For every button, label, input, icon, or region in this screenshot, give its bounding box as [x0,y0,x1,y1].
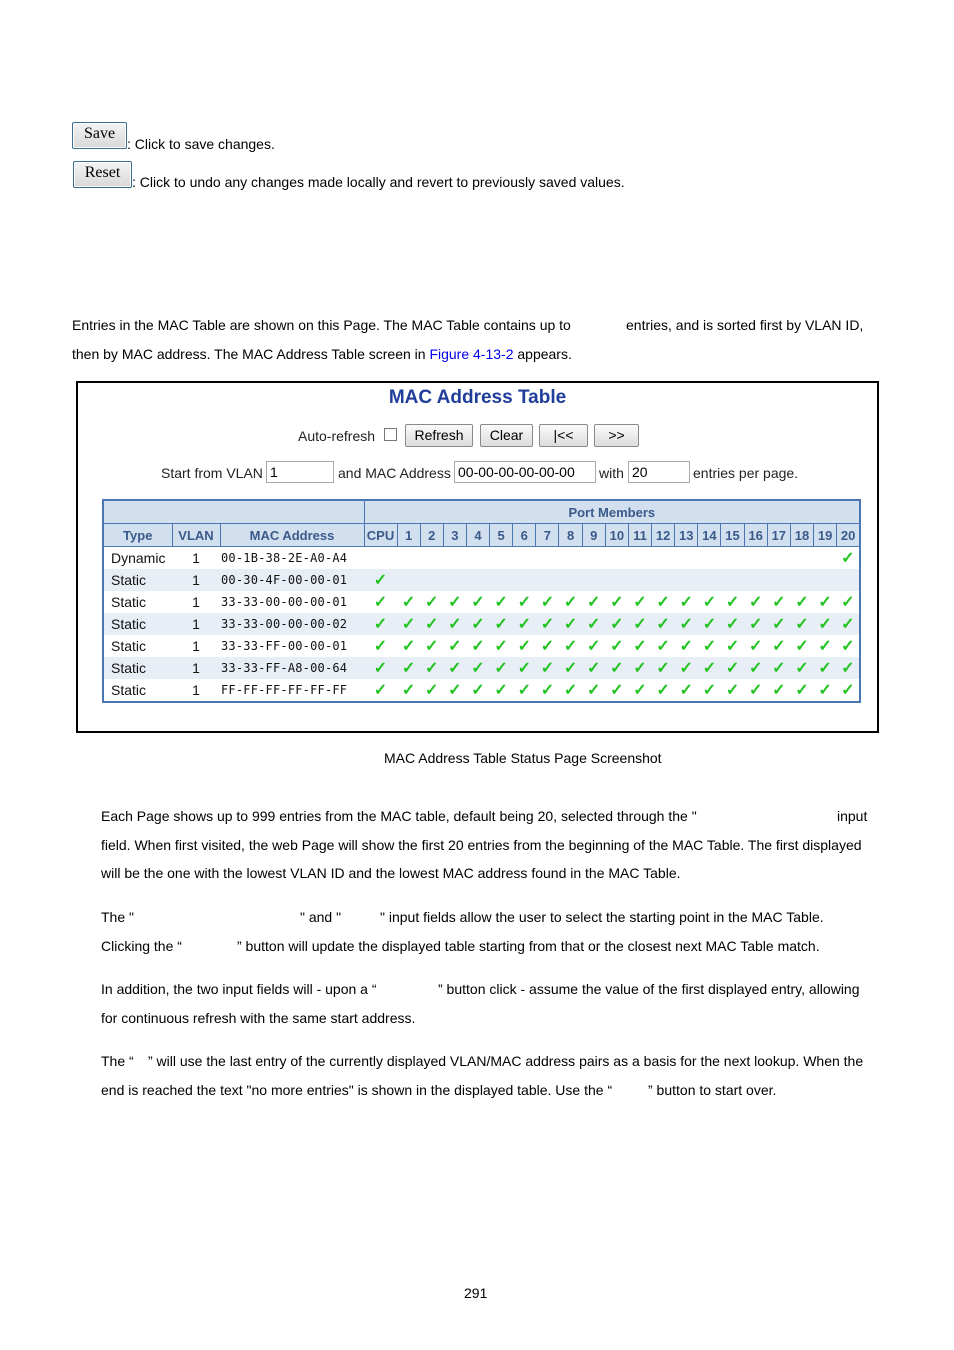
reset-button-image: Reset [73,161,132,188]
check-icon: ✓ [494,594,508,611]
cell-type: Static [103,569,172,591]
table-row [103,657,860,679]
cell-mac-address: 33-33-FF-00-00-01 [221,639,348,653]
col-vlan: VLAN [172,524,220,547]
cell-port-member [536,547,559,570]
col-port-19: 19 [814,524,837,547]
cell-mac-address: 33-33-FF-A8-00-64 [220,657,364,679]
check-icon: ✓ [494,682,508,699]
check-icon: ✓ [494,638,508,655]
cell-type: Static [103,657,172,679]
cell-port-member [721,547,744,570]
cell-port-member [513,547,536,570]
mac-table-screenshot [76,381,879,733]
col-mac-address: MAC Address [220,524,364,547]
cell-port-member [744,569,767,591]
check-icon: ✓ [466,657,489,679]
col-port-7: 7 [536,524,559,547]
check-icon: ✓ [540,594,555,611]
col-port-10: 10 [605,524,628,547]
check-icon: ✓ [471,594,485,611]
check-icon: ✓ [397,657,420,679]
intro-text-2b: appears. [513,346,572,362]
p1-line3: will be the one with the lowest VLAN ID and the lowest MAC address found in the MAC Table. [101,865,681,881]
p1-line2: field. When first visited, the web Page will show the first 20 entries from the beginning of the MAC Table. The first displayed [101,836,862,853]
cell-type: Static [103,613,172,635]
start-vlan-label: Start from VLAN [161,465,263,481]
check-icon: ✓ [517,638,531,655]
col-port-8: 8 [559,524,582,547]
check-icon: ✓ [679,682,693,699]
figure-caption: MAC Address Table Status Page Screenshot [384,750,662,766]
check-icon: ✓ [656,638,670,655]
save-button-image: Save [72,122,127,149]
auto-refresh-checkbox[interactable] [384,428,397,441]
cell-port-member [443,569,466,591]
intro-text-2 [72,345,572,363]
intro-text-2a: then by MAC address. The MAC Address Table screen in [72,346,430,362]
check-icon: ✓ [818,682,832,699]
check-icon: ✓ [841,550,855,567]
cell-port-member [397,569,420,591]
check-icon: ✓ [721,613,744,635]
col-port-9: 9 [582,524,605,547]
check-icon: ✓ [586,638,601,655]
next-page-button[interactable]: >> [594,424,639,447]
col-port-18: 18 [790,524,813,547]
check-icon: ✓ [517,682,531,699]
check-icon: ✓ [698,613,721,635]
check-icon: ✓ [364,613,397,635]
p3-line1b: ” button click - assume the value of the first displayed entry, allowing [438,981,860,997]
check-icon: ✓ [540,638,555,655]
p1-line1a: Each Page shows up to 999 entries from the MAC table, default being 20, selected through the " [101,808,697,824]
cell-port-member [628,569,651,591]
check-icon: ✓ [814,613,837,635]
page-number: 291 [464,1285,488,1301]
check-icon: ✓ [841,638,855,655]
cell-port-member [490,569,513,591]
with-label: with [599,465,624,481]
start-vlan-input[interactable]: 1 [266,461,334,483]
p4-line2a: end is reached the text "no more entries" is shown in the displayed table. Use the “ [101,1081,613,1098]
check-icon: ✓ [744,657,767,679]
check-icon: ✓ [513,613,536,635]
save-description: : Click to save changes. [127,136,275,152]
check-icon: ✓ [605,613,628,635]
cell-port-member [628,547,651,570]
p3-line1a: In addition, the two input fields will - upon a “ [101,981,377,997]
cell-port-member [582,547,605,570]
check-icon: ✓ [448,682,462,699]
check-icon: ✓ [790,657,813,679]
check-icon: ✓ [772,638,786,655]
check-icon: ✓ [443,657,466,679]
cell-port-member [420,547,443,570]
p2-line1b: " and " [300,909,342,925]
paragraph-2 [101,903,891,960]
check-icon: ✓ [610,638,624,655]
check-icon: ✓ [679,638,693,655]
check-icon: ✓ [466,613,489,635]
check-icon: ✓ [536,657,559,679]
check-icon: ✓ [536,613,559,635]
check-icon: ✓ [425,682,439,699]
check-icon: ✓ [610,682,624,699]
col-type: Type [103,524,172,547]
check-icon: ✓ [628,613,651,635]
cell-port-member [559,569,582,591]
col-port-12: 12 [652,524,675,547]
paragraph-4 [101,1047,891,1104]
cell-port-member [397,547,420,570]
cell-port-member [675,547,698,570]
check-icon: ✓ [795,682,809,699]
check-icon: ✓ [790,613,813,635]
entries-per-page-input[interactable]: 20 [628,461,690,483]
check-icon: ✓ [563,682,578,699]
check-icon: ✓ [702,682,717,699]
check-icon: ✓ [513,657,536,679]
cell-port-member [790,569,813,591]
check-icon: ✓ [702,594,717,611]
check-icon: ✓ [397,613,420,635]
cell-port-member [466,569,489,591]
col-port-3: 3 [443,524,466,547]
check-icon: ✓ [725,638,740,655]
cell-port-member [698,569,721,591]
check-icon: ✓ [795,594,809,611]
col-port-16: 16 [744,524,767,547]
cell-port-member [721,569,744,591]
check-icon: ✓ [633,594,647,611]
check-icon: ✓ [748,638,763,655]
cell-type: Dynamic [111,550,166,566]
cell-mac-address: FF-FF-FF-FF-FF-FF [221,683,348,697]
cell-port-member [559,547,582,570]
check-icon: ✓ [767,613,790,635]
cell-vlan: 1 [192,638,200,654]
check-icon: ✓ [748,594,763,611]
cell-mac-address: 33-33-00-00-00-02 [220,613,364,635]
cell-port-member [536,569,559,591]
check-icon: ✓ [767,657,790,679]
col-port-5: 5 [490,524,513,547]
auto-refresh-label: Auto-refresh [298,428,376,444]
col-cpu: CPU [364,524,397,547]
col-port-4: 4 [466,524,489,547]
check-icon: ✓ [698,657,721,679]
col-port-2: 2 [420,524,443,547]
check-icon: ✓ [837,657,860,679]
cell-port-member [837,569,860,591]
check-icon: ✓ [652,613,675,635]
check-icon: ✓ [748,682,763,699]
col-port-15: 15 [721,524,744,547]
col-port-14: 14 [698,524,721,547]
cell-port-member [513,569,536,591]
check-icon: ✓ [702,638,717,655]
cell-vlan: 1 [192,550,200,566]
cell-port-member [767,547,790,570]
cell-port-member [652,547,675,570]
p4-line1a: The “ [101,1053,134,1069]
paragraph-3 [101,975,891,1032]
check-icon: ✓ [818,594,832,611]
cell-port-member [675,569,698,591]
check-icon: ✓ [675,657,698,679]
cell-type: Static [111,594,147,610]
check-icon: ✓ [814,657,837,679]
start-mac-input[interactable]: 00-00-00-00-00-00 [454,461,596,483]
check-icon: ✓ [605,657,628,679]
check-icon: ✓ [586,594,601,611]
check-icon: ✓ [582,657,605,679]
check-icon: ✓ [364,657,397,679]
col-port-6: 6 [513,524,536,547]
check-icon: ✓ [559,613,582,635]
check-icon: ✓ [725,682,740,699]
check-icon: ✓ [401,638,416,655]
cell-vlan: 1 [192,682,200,698]
check-icon: ✓ [721,657,744,679]
cell-port-member [443,547,466,570]
p2-line2b: ” button will update the displayed table starting from that or the closest next MAC Table match. [237,937,820,954]
check-icon: ✓ [471,682,485,699]
table-row [103,591,860,613]
check-icon: ✓ [490,657,513,679]
check-icon: ✓ [656,594,670,611]
cell-mac-address: 00-30-4F-00-00-01 [220,569,364,591]
cell-port-member [814,547,837,570]
check-icon: ✓ [373,638,388,655]
check-icon: ✓ [818,638,832,655]
mac-address-table [102,499,861,703]
check-icon: ✓ [744,613,767,635]
check-icon: ✓ [425,638,439,655]
check-icon: ✓ [633,638,647,655]
first-page-button[interactable]: |<< [539,424,588,447]
check-icon: ✓ [563,594,578,611]
check-icon: ✓ [448,594,462,611]
screenshot-title: MAC Address Table [388,387,567,408]
col-port-13: 13 [675,524,698,547]
cell-port-member [605,569,628,591]
check-icon: ✓ [795,638,809,655]
col-port-17: 17 [767,524,790,547]
check-icon: ✓ [373,682,388,699]
refresh-button[interactable]: Refresh [405,424,473,447]
clear-button[interactable]: Clear [480,424,533,447]
cell-port-member [790,547,813,570]
col-port-20: 20 [837,524,860,547]
reset-description: : Click to undo any changes made locally and revert to previously saved values. [132,174,625,190]
cell-port-member [744,547,767,570]
p1-line1b: input [837,808,868,824]
header-spacer [103,500,364,524]
port-members-header: Port Members [364,500,860,524]
cell-type: Static [111,638,147,654]
check-icon: ✓ [652,657,675,679]
cell-port-member [466,547,489,570]
table-row [103,569,860,591]
check-icon: ✓ [675,613,698,635]
check-icon: ✓ [517,594,531,611]
check-icon: ✓ [679,594,693,611]
check-icon: ✓ [582,613,605,635]
check-icon: ✓ [841,682,855,699]
cell-mac-address: 33-33-00-00-00-01 [221,595,348,609]
check-icon: ✓ [628,657,651,679]
p4-line2b: ” button to start over. [648,1081,777,1098]
p4-line1b: ” will use the last entry of the currently displayed VLAN/MAC address pairs as a basis for the next lookup. When the [148,1053,864,1069]
check-icon: ✓ [837,613,860,635]
check-icon: ✓ [364,569,397,591]
cell-mac-address: 00-1B-38-2E-A0-A4 [221,551,348,565]
table-row [103,613,860,635]
col-port-1: 1 [397,524,420,547]
check-icon: ✓ [656,682,670,699]
check-icon: ✓ [610,594,624,611]
cell-vlan: 1 [172,613,220,635]
paragraph-1 [101,802,891,888]
cell-port-member [652,569,675,591]
check-icon: ✓ [559,657,582,679]
check-icon: ✓ [586,682,601,699]
check-icon: ✓ [772,594,786,611]
cell-port-member [814,569,837,591]
check-icon: ✓ [425,594,439,611]
p2-line1c: " input fields allow the user to select the starting point in the MAC Table. [380,909,824,925]
table-row [103,679,860,702]
intro-text-1a: Entries in the MAC Table are shown on this Page. The MAC Table contains up to [72,317,571,333]
check-icon: ✓ [490,613,513,635]
check-icon: ✓ [401,594,416,611]
cell-port-member [582,569,605,591]
figure-link[interactable]: Figure 4-13-2 [429,346,514,362]
entries-per-page-label: entries per page. [693,465,799,481]
p2-line2a: Clicking the “ [101,937,182,954]
check-icon: ✓ [540,682,555,699]
intro-text-1b: entries, and is sorted first by VLAN ID, [626,317,864,333]
check-icon: ✓ [448,638,462,655]
cell-port-member [698,547,721,570]
table-row [103,547,860,570]
cell-vlan: 1 [192,594,200,610]
table-row [103,635,860,657]
cell-type: Static [111,682,147,698]
check-icon: ✓ [633,682,647,699]
check-icon: ✓ [401,682,416,699]
cell-port-member [767,569,790,591]
cell-port-member [490,547,513,570]
mac-address-label: and MAC Address [338,465,451,481]
p2-line1a: The " [101,909,134,925]
check-icon: ✓ [841,594,855,611]
p3-line2: for continuous refresh with the same start address. [101,1009,416,1026]
check-icon: ✓ [420,613,443,635]
check-icon: ✓ [772,682,786,699]
check-icon: ✓ [471,638,485,655]
cell-port-member [605,547,628,570]
col-port-11: 11 [628,524,651,547]
check-icon: ✓ [725,594,740,611]
check-icon: ✓ [373,594,388,611]
cell-cpu-member [364,547,397,570]
check-icon: ✓ [443,613,466,635]
check-icon: ✓ [563,638,578,655]
cell-vlan: 1 [172,657,220,679]
check-icon: ✓ [420,657,443,679]
cell-vlan: 1 [172,569,220,591]
cell-port-member [420,569,443,591]
